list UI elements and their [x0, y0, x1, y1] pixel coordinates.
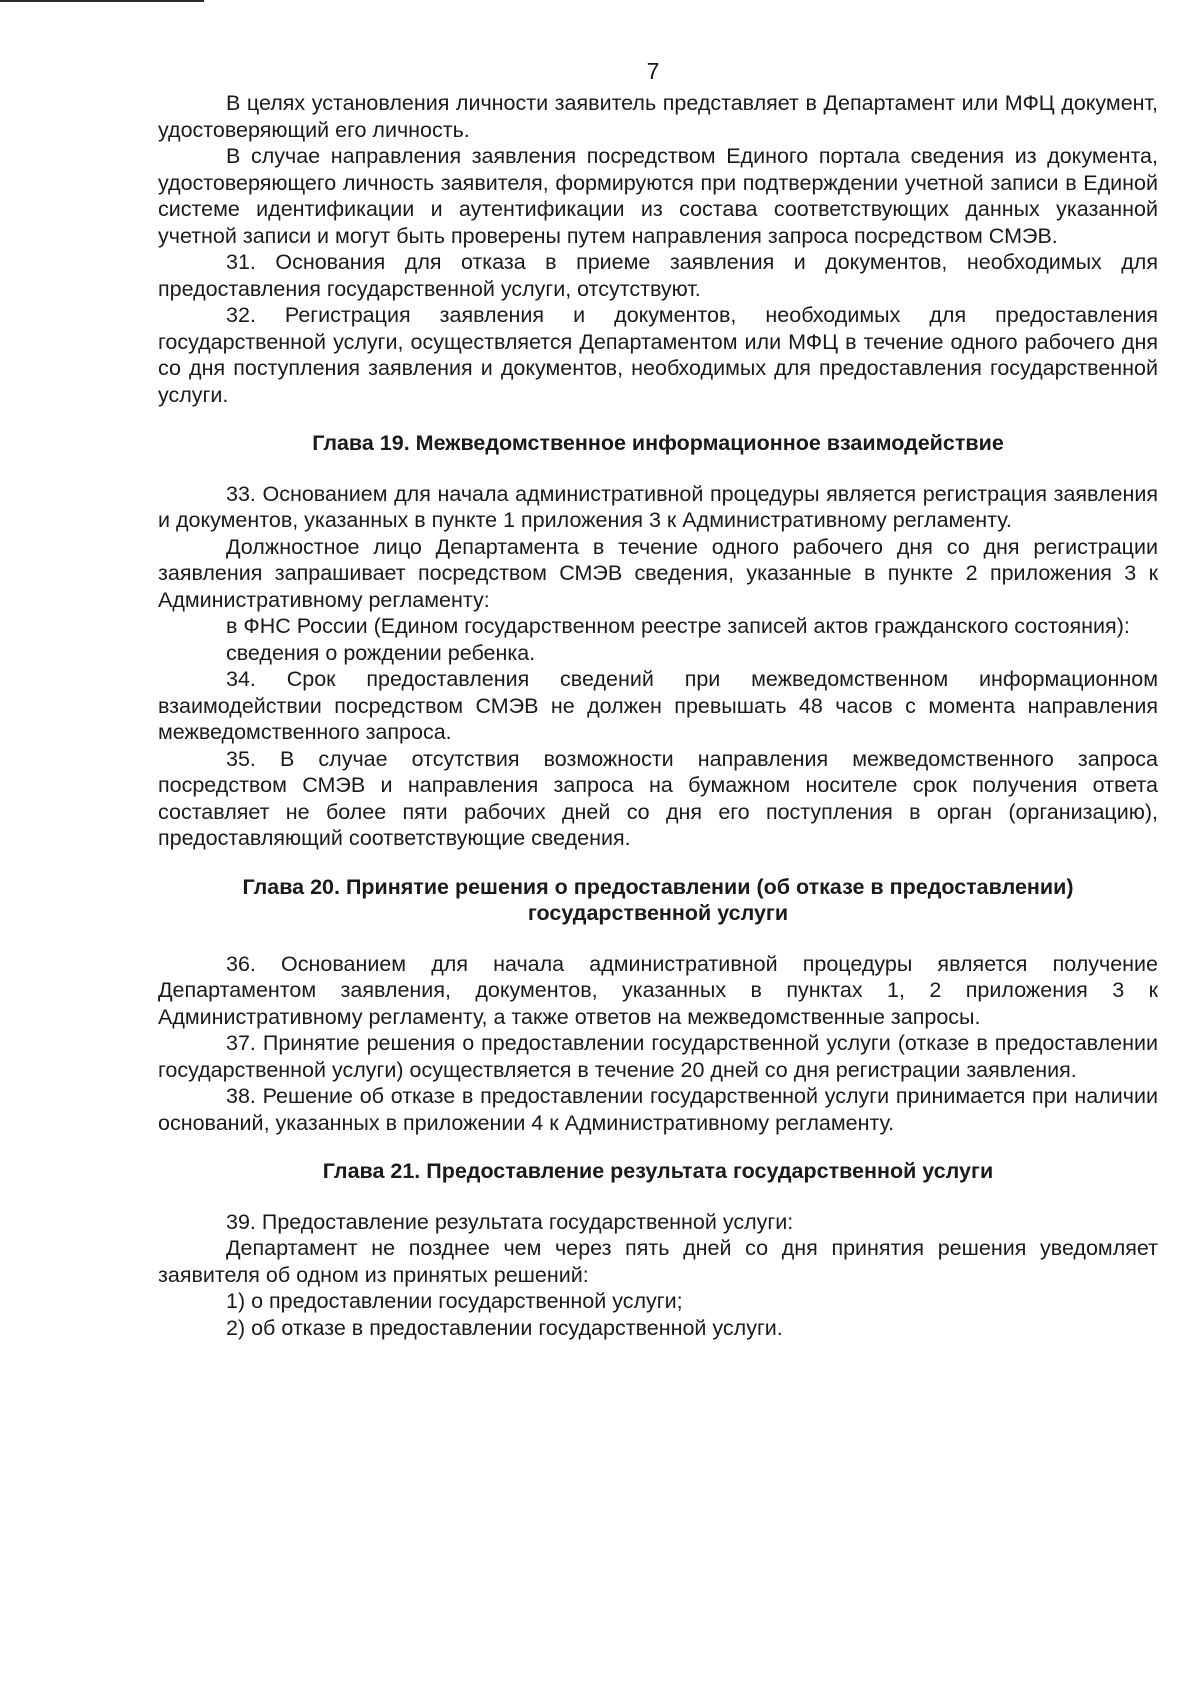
paragraph: сведения о рождении ребенка.	[226, 640, 536, 665]
paragraph: В случае направления заявления посредством Единого портала сведения из документа, удостоверяющего личность заявителя, формируются при подтверждении учетной записи в Единой системе идентификации и аутентификации из состава соответствующих данных указанной учетной записи и могут быть проверены путем направления запроса посредством СМЭВ.	[158, 144, 1158, 248]
chapter-heading: Глава 21. Предоставление результата государственной услуги	[322, 1159, 994, 1183]
heading-spacer	[158, 457, 1158, 481]
paragraph: 32. Регистрация заявления и документов, необходимых для предоставления государственной услуги, осуществляется Департаментом или МФЦ в течение одного рабочего дня со дня поступления заявления и документов, необходимых для предоставления государственной услуги.	[158, 303, 1158, 407]
chapter-heading: Глава 20. Принятие решения о предоставлении (об отказе в предоставлении) государственной услуги	[242, 874, 1074, 925]
paragraph: 2) об отказе в предоставлении государственной услуги.	[226, 1315, 783, 1340]
paragraph: в ФНС России (Едином государственном реестре записей актов гражданского состояния):	[226, 614, 1130, 638]
paragraph: 34. Срок предоставления сведений при межведомственном информационном взаимодействии посредством СМЭВ не должен превышать 48 часов с момента направления межведомственного запроса.	[158, 667, 1158, 744]
paragraph: 31. Основания для отказа в приеме заявления и документов, необходимых для предоставления государственной услуги, отсутствуют.	[158, 250, 1158, 301]
paragraph: 36. Основанием для начала административной процедуры является получение Департаментом заявления, документов, указанных в пунктах 1, 2 приложения 3 к Административному регламенту, а также ответов на межведомственные запросы.	[158, 951, 1158, 1029]
paragraph: 37. Принятие решения о предоставлении государственной услуги (отказе в предоставлении государственной услуги) осуществляется в течение 20 дней со дня регистрации заявления.	[158, 1031, 1158, 1082]
scan-edge-line	[0, 0, 204, 2]
chapter-heading: Глава 19. Межведомственное информационное взаимодействие	[312, 431, 1004, 455]
page-number: 7	[646, 58, 660, 84]
paragraph: 33. Основанием для начала административной процедуры является регистрация заявления и документов, указанных в пункте 1 приложения 3 к Административному регламенту.	[158, 481, 1158, 532]
paragraph: Департамент не позднее чем через пять дней со дня принятия решения уведомляет заявителя об одном из принятых решений:	[158, 1236, 1158, 1287]
paragraph: 38. Решение об отказе в предоставлении государственной услуги принимается при наличии оснований, указанных в приложении 4 к Административному регламенту.	[158, 1084, 1158, 1135]
paragraph: 39. Предоставление результата государственной услуги:	[226, 1209, 794, 1234]
paragraph: Должностное лицо Департамента в течение одного рабочего дня со дня регистрации заявления запрашивает посредством СМЭВ сведения, указанные в пункте 2 приложения 3 к Административному регламенту:	[158, 534, 1158, 612]
document-body	[158, 90, 1158, 1341]
paragraph: В целях установления личности заявитель представляет в Департамент или МФЦ документ, удостоверяющий его личность.	[158, 91, 1158, 142]
heading-spacer	[158, 1185, 1158, 1209]
paragraph: 1) о предоставлении государственной услуги;	[226, 1289, 683, 1313]
heading-spacer	[158, 852, 1158, 874]
heading-spacer	[158, 1136, 1158, 1158]
heading-spacer	[158, 408, 1158, 430]
paragraph: 35. В случае отсутствия возможности направления межведомственного запроса посредством СМЭВ и направления запроса на бумажном носителе срок получения ответа составляет не более пяти рабочих дней со дня его поступления в орган (организацию), предоставляющий соответствующие сведения.	[158, 746, 1158, 850]
heading-spacer	[158, 927, 1158, 951]
